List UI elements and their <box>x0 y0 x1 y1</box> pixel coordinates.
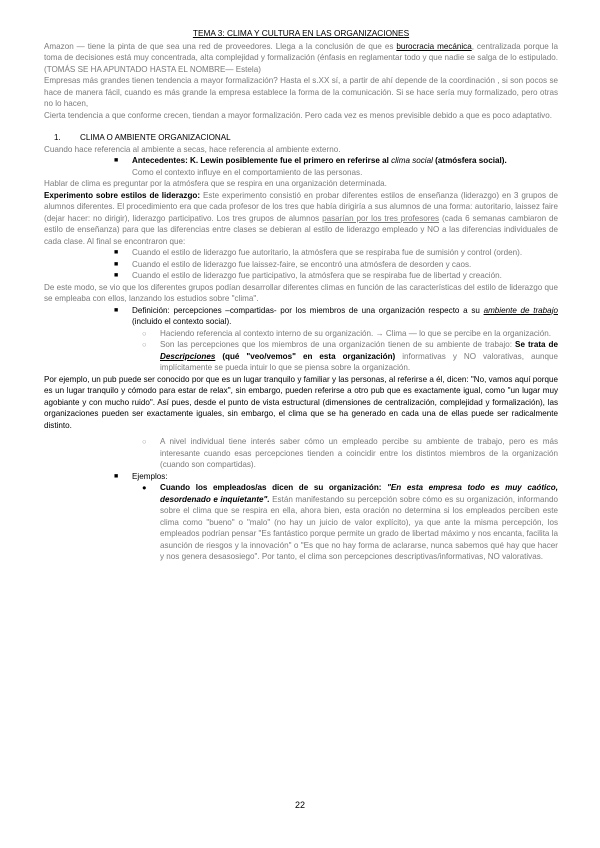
square-bullet-icon: ■ <box>114 157 119 164</box>
pub-example-paragraph: Por ejemplo, un pub puede ser conocido por que es un lugar tranquilo y familiar y las personas, al referirse a él, dicen: "No, vamos aquí porque es un lugar tranquilo y cómodo para estar de relax", sin embargo, pueden referirse a otro pub que es exactamente igual, como "un lugar muy agobiante y con mucho ruido". Así pues, desde el punto de vista estructural (dimensiones de centralización, complejidad y formalización), las organizaciones pueden ser exactamente iguales, sin embargo, el clima que se ha generado en cada una de ellas puede ser radicalmente distinto. <box>44 374 558 430</box>
examples-item: ■ Ejemplos: <box>114 471 168 481</box>
circle-bullet-icon: ○ <box>142 437 147 446</box>
example-sub-item: ● Cuando los empleados/as dicen de su organización: "En esta empresa todo es muy caótico, desordenado e inquietante". Están manifestando su percepción sobre cómo es su organización, informando sobre el clima que se respira en ella, ahora bien, esta oración no determina si los empleados perciben este clima como "bueno" o "malo" (no hay un juicio de valor explícito), ya que ante la misma percepción, los empleados podrían pensar "Es fantástico porque permite un grado de libertad máximo y nos encanta, facilita la asunción de riesgos y la innovación" o "Es que no hay forma de aclararse, nunca sabemos qué hay que hacer y nos genera desasosiego". Por tanto, el clima son percepciones descriptivas/informativas, NO valorativas. <box>142 483 558 561</box>
antecedentes-item: ■ Antecedentes: K. Lewin posiblemente fue el primero en referirse al clima social (atmósfera social). <box>114 156 507 165</box>
section-heading: 1. CLIMA O AMBIENTE ORGANIZACIONAL <box>54 133 231 142</box>
document-page <box>44 28 558 563</box>
experiment-paragraph: Experimento sobre estilos de liderazgo: Este experimento consistió en probar diferentes estilos de enseñanza (liderazgo) en 3 grupos de alumnos diferentes. El procedimiento era que cada profesor de los tres que había dirigiría a sus alumnos de una forma: autoritario, laissez faire (dejar hacer: no dirigir), liderazgo participativo. Los tres grupos de alumnos pasarían por los tres profesores (cada 6 semanas cambiaron de estilo de enseñanza) para que las diferencias entre clases se debieran al estilo de liderazgo empleado y NO a las diferencias individuales de cada clase. Al final se encontraron que: <box>44 190 559 246</box>
result-item: ■ Cuando el estilo de liderazgo fue participativo, la atmósfera que se respiraba fue de libertad y creación. <box>114 271 502 280</box>
definition-item: ■ Definición: percepciones –compartidas- por los miembros de una organización respecto a su ambiente de trabajo (incluido el contexto social). <box>114 305 558 326</box>
result-item: ■ Cuando el estilo de liderazgo fue laissez-faire, se encontró una atmósfera de desorden y caos. <box>114 259 472 269</box>
result-item: ■ Cuando el estilo de liderazgo fue autoritario, la atmósfera que se respiraba fue de sumisión y control (orden). <box>114 248 523 257</box>
square-bullet-icon: ■ <box>114 260 119 268</box>
circle-bullet-icon: ○ <box>142 340 147 349</box>
intro-paragraph-3: Cierta tendencia a que conforme crecen, tiendan a mayor formalización. Pero cada vez es menos previsible debido a que es poco adaptativo. <box>44 110 552 120</box>
filled-circle-bullet-icon: ● <box>142 483 147 492</box>
conclusion-paragraph: De este modo, se vio que los diferentes grupos podían desarrollar diferentes climas en función de las características del estilo de liderazgo que se empleaba con ellos, lanzando los estudios sobre "clima". <box>44 282 558 303</box>
circle-bullet-icon: ○ <box>142 328 147 338</box>
square-bullet-icon: ■ <box>114 472 119 480</box>
intro-paragraph-1: Amazon — tiene la pinta de que sea una red de proveedores. Llega a la conclusión de que es burocracia mecánica, centralizada porque la toma de decisiones está muy concentrada, alta complejidad y formalización (énfasis en reglamentar todo y que nadie se salga de lo estipulado. (TOMÁS SE HA APUNTADO HASTA EL NOMBRE— Estela) <box>44 41 558 74</box>
page-title: TEMA 3: CLIMA Y CULTURA EN LAS ORGANIZACIONES <box>192 28 410 38</box>
definition-sub-item: ○ Haciendo referencia al contexto interno de su organización. → Clima — lo que se percibe en la organización. <box>142 328 551 338</box>
individual-level-item: ○ A nivel individual tiene interés saber cómo un empleado percibe su ambiente de trabajo, pero es más interesante cuando esas percepciones tienden a coincidir entre los distintos miembros de la organización (cuando son compartidas). <box>142 437 558 469</box>
square-bullet-icon: ■ <box>114 249 119 256</box>
hablar-line: Hablar de clima es preguntar por la atmósfera que se respira en una organización determinada. <box>44 179 387 188</box>
antecedentes-sub: Como el contexto influye en el comportamiento de las personas. <box>132 167 363 177</box>
page-number: 22 <box>294 800 305 810</box>
section-line-1: Cuando hace referencia al ambiente a secas, hace referencia al ambiente externo. <box>44 144 341 154</box>
burocracia-link[interactable]: burocracia mecánica <box>396 41 472 51</box>
definition-sub-item: ○ Son las percepciones que los miembros de una organización tienen de su ambiente de trabajo: Se trata de Descripciones (qué "veo/vemos" en esta organización) informativas y NO valorativas, aunque implícitamente se pueda intuir lo que se piensa sobre la organización. <box>142 340 558 372</box>
intro-paragraph-2: Empresas más grandes tienen tendencia a mayor formalización? Hasta el s.XX sí, a partir de ahí depende de la coordinación , si son pocos se hace de manera fácil, cuando es más grande la empresa establece la forma de la comunicación. Si se hace sería muy formalizado, pero otras no lo hacen, <box>44 76 558 108</box>
square-bullet-icon: ■ <box>114 272 119 279</box>
square-bullet-icon: ■ <box>114 306 119 314</box>
